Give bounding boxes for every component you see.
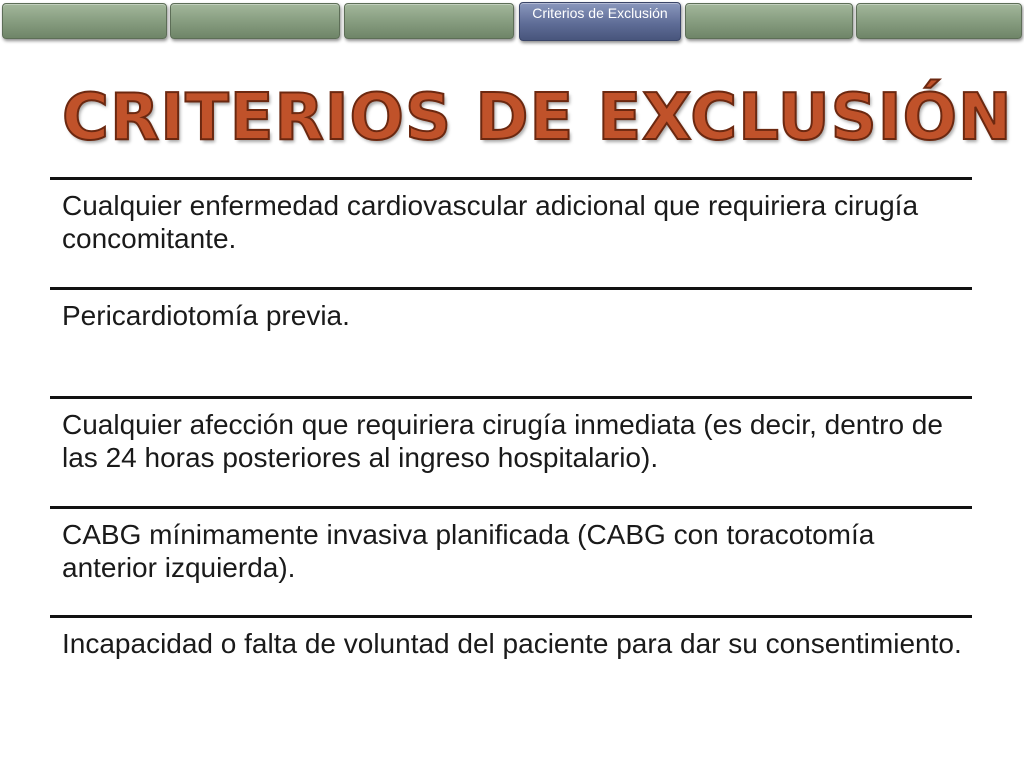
table-row: [50, 177, 972, 287]
criterion-text: Incapacidad o falta de voluntad del paciente para dar su consentimiento.: [62, 628, 962, 659]
nav-tab-3[interactable]: [344, 3, 514, 39]
table-row: [50, 506, 972, 615]
nav-tab-5[interactable]: [685, 3, 853, 39]
top-navigation: [0, 0, 1024, 44]
table-row: [50, 396, 972, 506]
criterion-text: Pericardiotomía previa.: [62, 300, 350, 331]
criterion-text: Cualquier enfermedad cardiovascular adicional que requiriera cirugía concomitante.: [62, 190, 919, 254]
table-row: [50, 287, 972, 396]
criterion-text: CABG mínimamente invasiva planificada (CABG con toracotomía anterior izquierda).: [62, 519, 875, 583]
nav-tab-6[interactable]: [856, 3, 1022, 39]
nav-tab-criterios-de-exclusion[interactable]: Criterios de Exclusión: [519, 2, 681, 41]
nav-tab-2[interactable]: [170, 3, 340, 39]
criterion-text: Cualquier afección que requiriera cirugía inmediata (es decir, dentro de las 24 horas posteriores al ingreso hospitalario).: [62, 409, 943, 473]
table-row: [50, 615, 972, 715]
nav-tab-1[interactable]: [2, 3, 167, 39]
slide-title: CRITERIOS DE EXCLUSIÓN: [62, 81, 1013, 155]
